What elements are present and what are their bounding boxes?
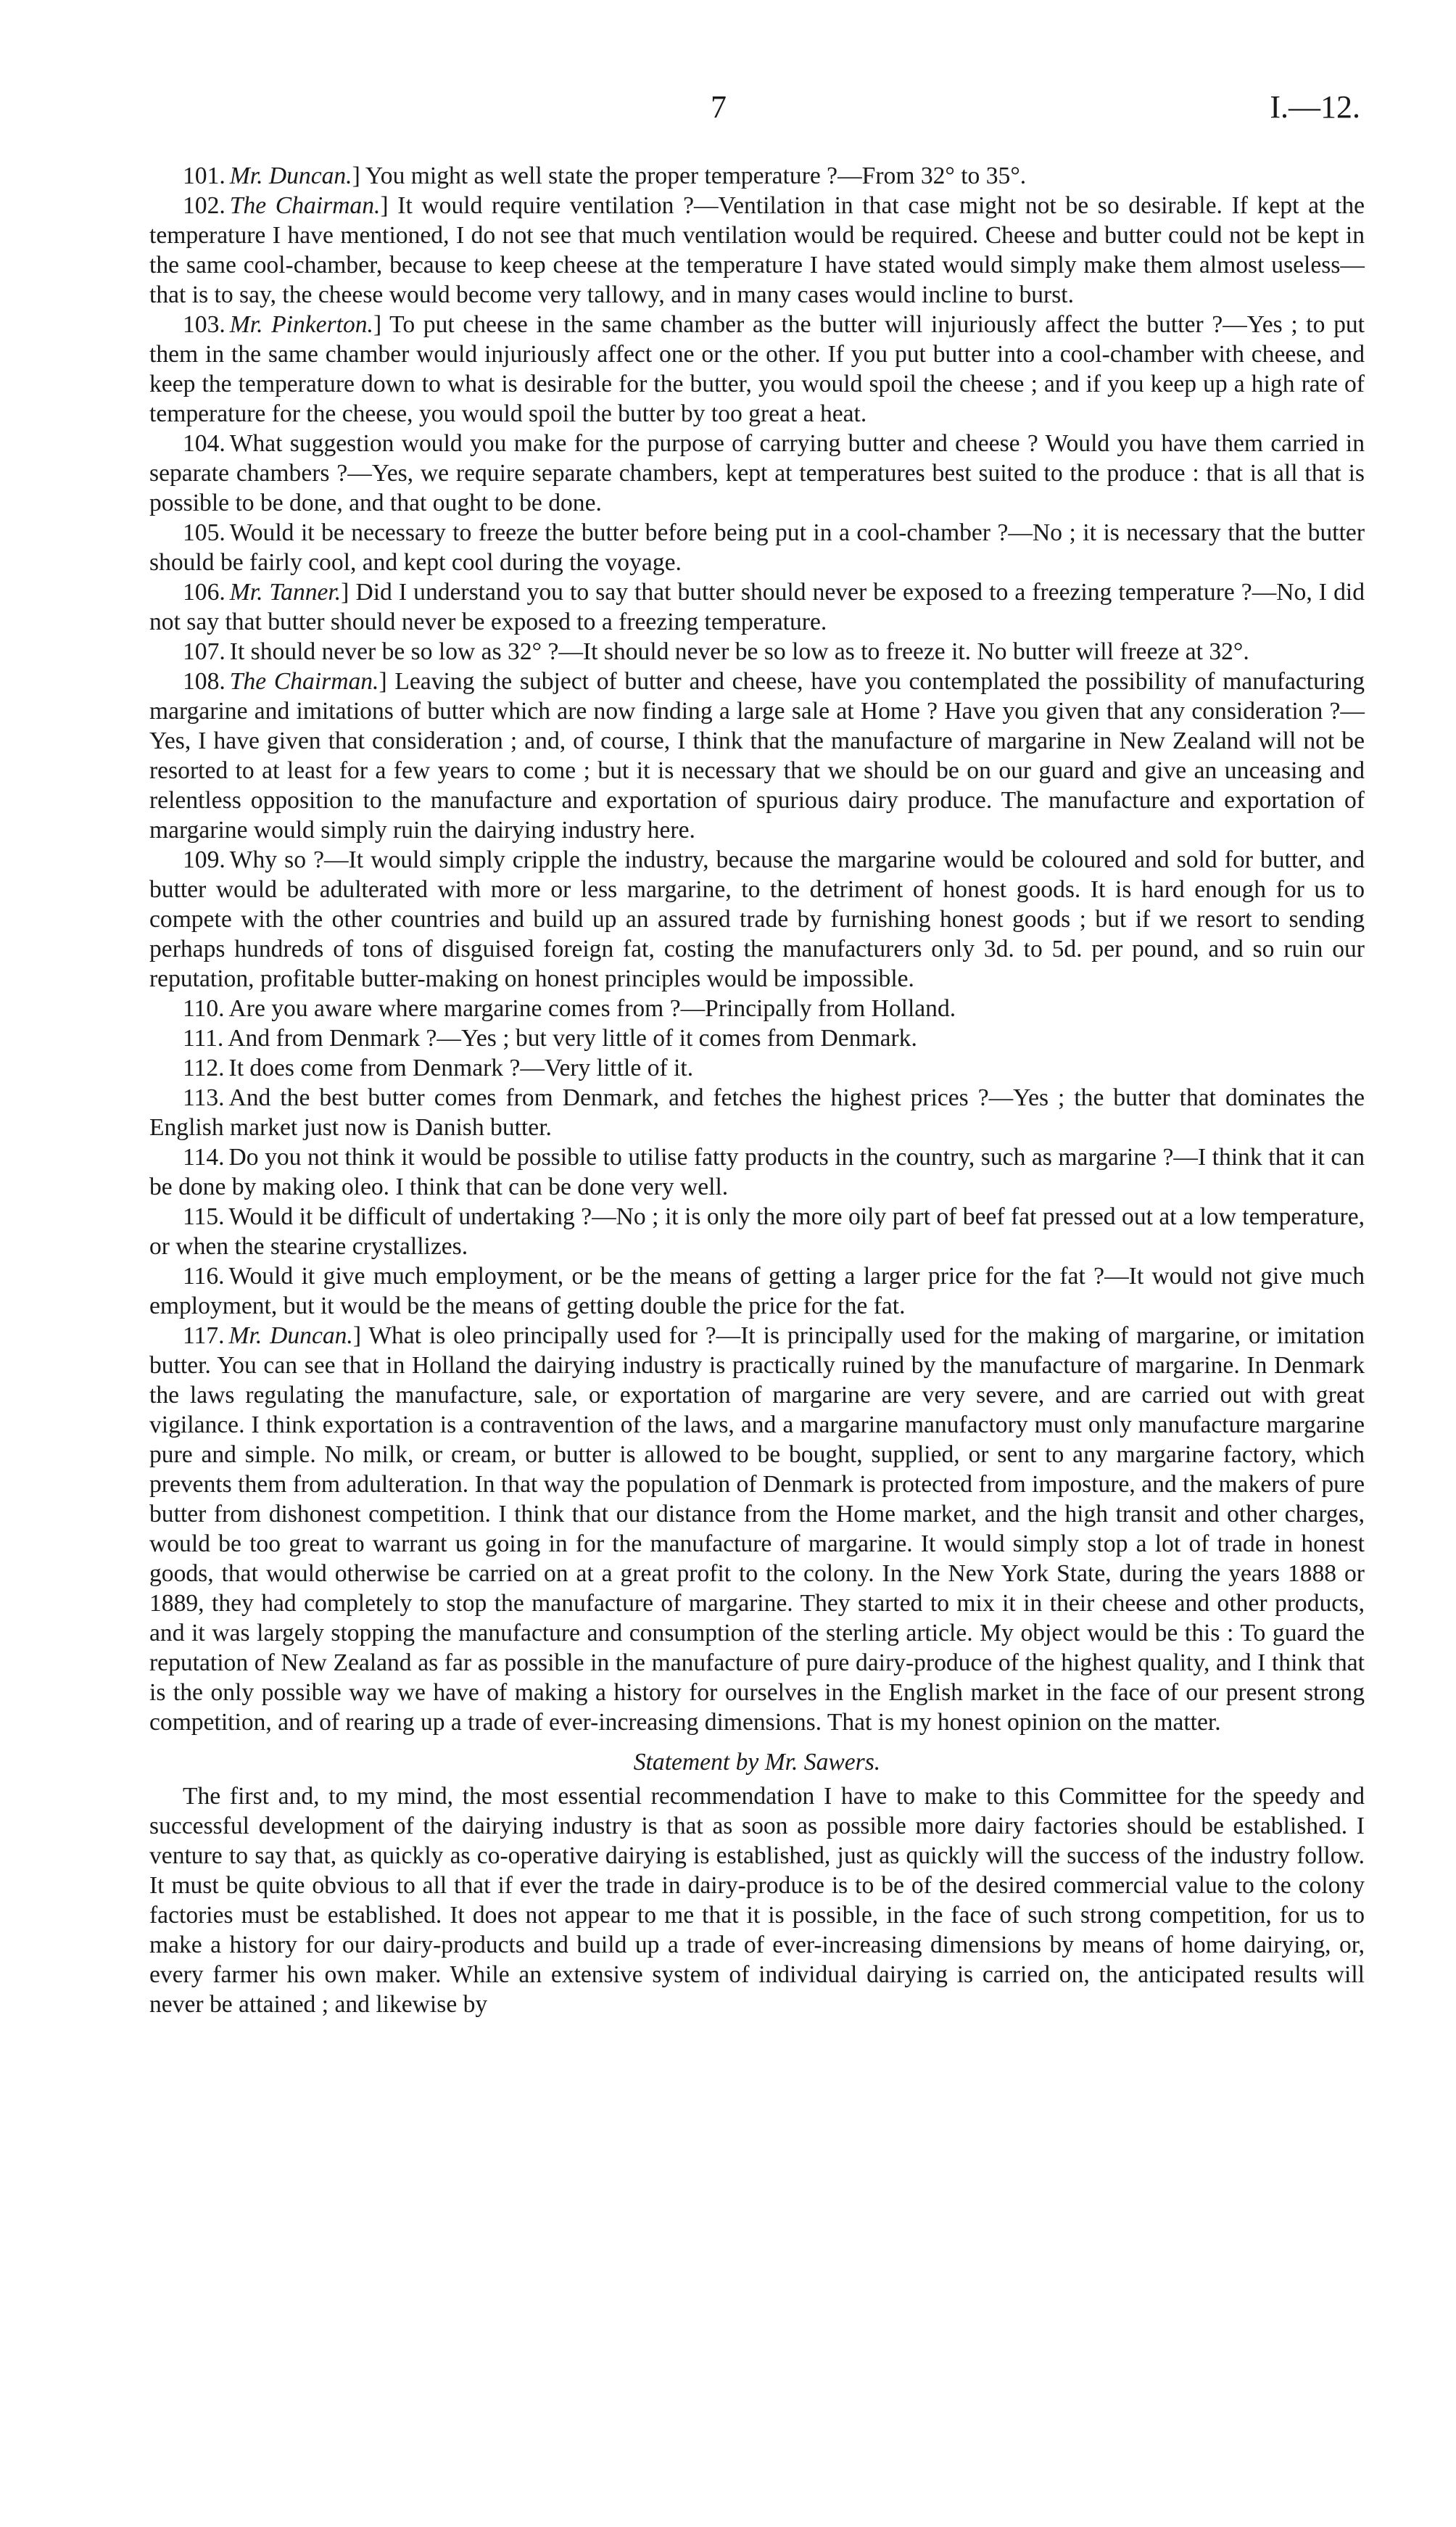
document-reference: I.—12. (1270, 89, 1360, 125)
paragraph-text: Why so ?—It would simply cripple the industry, because the margarine would be coloured and sold for butter, and butter would be adulterated with more or less margarine, to the detriment of honest goods. It is hard enough for us to compete with the other countries and build up an assured trade by furnishing honest goods ; but if we resort to sending perhaps hundreds of tons of disguised foreign fat, costing the manufacturers only 3d. to 5d. per pound, and so ruin our reputation, profitable butter-making on honest principles would be impossible. (149, 846, 1365, 992)
paragraph-105 (149, 518, 1365, 577)
paragraph-111 (149, 1023, 1365, 1053)
paragraph-text: And the best butter comes from Denmark, and fetches the highest prices ?—Yes ; the butter that dominates the English market just now is Danish butter. (149, 1084, 1365, 1141)
paragraph-108 (149, 667, 1365, 845)
question-number: 102. (183, 192, 226, 219)
paragraph-103 (149, 310, 1365, 429)
speaker: Mr. Duncan. (228, 1322, 353, 1349)
paragraph-text: Are you aware where margarine comes from ?—Principally from Holland. (228, 995, 956, 1022)
question-number: 114. (183, 1144, 225, 1171)
paragraph-text: ] Leaving the subject of butter and cheese, have you contemplated the possibility of manufacturing margarine and imitations of butter which are now finding a large sale at Home ? Have you given that any consideration ?—Yes, I have given that consideration ; and, of course, I think that the manufacture of margarine in New Zealand will not be resorted to at least for a few years to come ; but it is necessary that we should be on our guard and give an unceasing and relentless opposition to the manufacture and exportation of spurious dairy produce. The manufacture and exportation of margarine would simply ruin the dairying industry here. (149, 668, 1365, 844)
paragraph-117 (149, 1321, 1365, 1737)
paragraph-text: Would it give much employment, or be the means of getting a larger price for the fat ?—It would not give much employment, but it would be the means of getting double the price for the fat. (149, 1263, 1365, 1319)
question-number: 107. (183, 638, 226, 665)
paragraph-102 (149, 191, 1365, 310)
question-number: 109. (183, 846, 226, 873)
paragraph-101 (149, 161, 1365, 191)
question-number: 117. (183, 1322, 225, 1349)
paragraph-text: ] To put cheese in the same chamber as the butter will injuriously affect the butter ?—Yes ; to put them in the same chamber would injuriously affect one or the other. If you put butter into a cool-chamber with cheese, and keep the temperature down to what is desirable for the butter, you would spoil the cheese ; and if you keep up a high rate of temperature for the cheese, you would spoil the butter by too great a heat. (149, 311, 1365, 427)
page-number: 7 (711, 89, 727, 125)
speaker: The Chairman. (229, 668, 379, 695)
paragraph-text: ] What is oleo principally used for ?—It is principally used for the making of margarine, or imitation butter. You can see that in Holland the dairying industry is practically ruined by the manufacture of margarine. In Denmark the laws regulating the manufacture, sale, or exportation of margarine are very severe, and are carried out with great vigilance. I think exportation is a contravention of the laws, and a margarine manufactory must only manufacture margarine pure and simple. No milk, or cream, or butter is allowed to be bought, supplied, or sent to any margarine factory, which prevents them from adulteration. In that way the population of Denmark is protected from imposture, and the makers of pure butter from dishonest competition. I think that our distance from the Home market, and the high transit and other charges, would be too great to warrant us going in for the manufacture of margarine. It would simply stop a lot of trade in honest goods, that would otherwise be carried on at a great profit to the colony. In the New York State, during the years 1888 or 1889, they had completely to stop the manufacture of margarine. They started to mix it in their cheese and other products, and it was largely stopping the manufacture and consumption of the sterling article. My object would be this : To guard the reputation of New Zealand as far as possible in the manufacture of pure dairy-produce of the highest quality, and I think that is the only possible way we have of making a history for ourselves in the English market in the face of our present strong competition, and of rearing up a trade of ever-increasing dimensions. That is my honest opinion on the matter. (149, 1322, 1365, 1736)
paragraph-text: It does come from Denmark ?—Very little of it. (228, 1055, 694, 1081)
question-number: 104. (183, 430, 226, 457)
question-number: 112. (183, 1055, 225, 1081)
paragraph-text: What suggestion would you make for the purpose of carrying butter and cheese ? Would you have them carried in separate chambers ?—Yes, we require separate chambers, kept at temperatures best suited to the produce : that is all that is possible to be done, and that ought to be done. (149, 430, 1365, 516)
paragraph-text: Do you not think it would be possible to utilise fatty products in the country, such as margarine ?—I think that it can be done by making oleo. I think that can be done very well. (149, 1144, 1365, 1200)
speaker: The Chairman. (229, 192, 381, 219)
question-number: 115. (183, 1203, 225, 1230)
speaker: Mr. Duncan. (229, 162, 352, 189)
paragraph-112 (149, 1053, 1365, 1083)
question-number: 116. (183, 1263, 225, 1290)
question-number: 113. (183, 1084, 225, 1111)
question-number: 111. (183, 1025, 224, 1052)
paragraph-text: Would it be necessary to freeze the butter before being put in a cool-chamber ?—No ; it is necessary that the butter should be fairly cool, and kept cool during the voyage. (149, 519, 1365, 576)
paragraph-text: And from Denmark ?—Yes ; but very little of it comes from Denmark. (228, 1025, 917, 1052)
paragraph-110 (149, 994, 1365, 1023)
paragraph-text: ] It would require ventilation ?—Ventilation in that case might not be so desirable. If kept at the temperature I have mentioned, I do not see that much ventilation would be required. Cheese and butter could not be kept in the same cool-chamber, because to keep cheese at the temperature I have stated would simply make them almost useless—that is to say, the cheese would become very tallowy, and in many cases would incline to burst. (149, 192, 1365, 308)
question-number: 110. (183, 995, 225, 1022)
paragraph-text: ] Did I understand you to say that butter should never be exposed to a freezing temperature ?—No, I did not say that butter should never be exposed to a freezing temperature. (149, 579, 1365, 635)
paragraph-115 (149, 1202, 1365, 1261)
question-number: 103. (183, 311, 226, 338)
paragraph-114 (149, 1142, 1365, 1202)
paragraph-text: ] You might as well state the proper temperature ?—From 32° to 35°. (352, 162, 1027, 189)
statement-heading: Statement by Mr. Sawers. (633, 1749, 881, 1776)
paragraph-106 (149, 577, 1365, 637)
question-number: 101. (183, 162, 226, 189)
question-number: 106. (183, 579, 226, 606)
paragraph-107 (149, 637, 1365, 667)
paragraph-116 (149, 1261, 1365, 1321)
speaker: Mr. Tanner. (229, 579, 342, 606)
paragraph-109 (149, 845, 1365, 994)
paragraph-text: It should never be so low as 32° ?—It should never be so low as to freeze it. No butter will freeze at 32°. (229, 638, 1249, 665)
body-text (149, 161, 1365, 2019)
speaker: Mr. Pinkerton. (229, 311, 373, 338)
question-number: 108. (183, 668, 226, 695)
statement-paragraph: The first and, to my mind, the most essential recommendation I have to make to this Committee for the speedy and successful development of the dairying industry is that as soon as possible more dairy factories should be established. I venture to say that, as quickly as co-operative dairying is established, just as quickly will the success of the industry follow. It must be quite obvious to all that if ever the trade in dairy-produce is to be of the desired commercial value to the colony factories must be established. It does not appear to me that it is possible, in the face of such strong competition, for us to make a history for our dairy-products and build up a trade of ever-increasing dimensions by means of home dairying, or, every farmer his own maker. While an extensive system of individual dairying is carried on, the anticipated results will never be attained ; and likewise by (149, 1783, 1365, 2018)
paragraph-113 (149, 1083, 1365, 1142)
question-number: 105. (183, 519, 226, 546)
page-header (0, 88, 1456, 132)
paragraph-text: Would it be difficult of undertaking ?—No ; it is only the more oily part of beef fat pressed out at a low temperature, or when the stearine crystallizes. (149, 1203, 1365, 1260)
paragraph-104 (149, 429, 1365, 518)
